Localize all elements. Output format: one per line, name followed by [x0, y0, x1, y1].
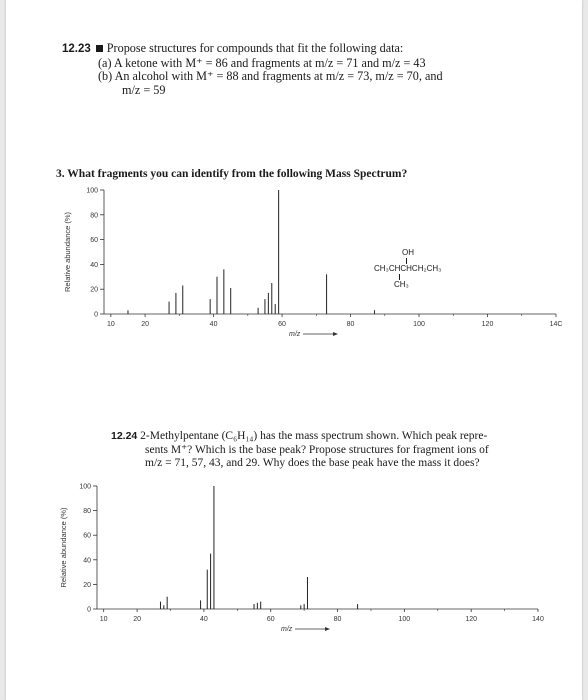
x-tick-label: 20	[141, 321, 149, 328]
structure-oh: OH	[402, 248, 414, 257]
y-tick-label: 0	[87, 606, 91, 614]
problem-text: 2-Methylpentane (C₆H₁₄) has the mass spectrum shown. Which peak repre-	[140, 430, 488, 442]
y-axis-label: Relative abundance (%)	[63, 211, 72, 293]
problem-number: 12.23	[62, 43, 91, 55]
y-tick-label: 0	[94, 311, 98, 319]
mass-spectrum-chart-1	[6, 180, 582, 350]
y-tick-label: 20	[90, 286, 98, 294]
problem-number: 12.24	[111, 430, 138, 442]
part-a: (a) A ketone with M⁺ = 86 and fragments at m/z = 71 and m/z = 43	[98, 55, 426, 70]
problem-statement: Propose structures for compounds that fit the following data:	[106, 41, 404, 55]
y-tick-label: 60	[90, 237, 98, 245]
x-axis-label: m/z	[289, 331, 301, 338]
x-axis-label: m/z	[281, 626, 293, 633]
x-tick-label: 60	[278, 321, 286, 328]
part-b-line2: m/z = 59	[122, 82, 166, 97]
y-tick-label: 80	[90, 212, 98, 220]
y-tick-label: 100	[86, 187, 98, 195]
x-axis-arrow-icon	[333, 332, 338, 336]
mass-spectrum-chart-2	[6, 478, 582, 648]
document-page	[6, 0, 582, 700]
x-tick-label: 120	[481, 321, 494, 328]
y-tick-label: 40	[83, 557, 91, 565]
y-tick-label: 40	[90, 261, 98, 269]
x-tick-label: 14C	[549, 321, 563, 328]
problem-12-24-line1	[111, 430, 541, 444]
x-tick-label: 10	[99, 616, 108, 623]
square-bullet-icon	[96, 45, 103, 52]
x-tick-label: 60	[266, 616, 275, 623]
x-tick-label: 100	[413, 321, 425, 328]
problem-12-23	[62, 42, 542, 97]
problem-12-24-line3: m/z = 71, 57, 43, and 29. Why does the base peak have the mass it does?	[145, 457, 480, 469]
y-tick-label: 20	[83, 581, 91, 589]
y-tick-label: 100	[79, 483, 91, 491]
x-tick-label: 140	[532, 616, 544, 623]
structure-drawing	[374, 248, 454, 308]
part-b-line1: (b) An alcohol with M⁺ = 88 and fragments at m/z = 73, m/z = 70, and	[98, 69, 443, 83]
x-tick-label: 10	[106, 321, 115, 328]
x-axis-arrow-icon	[325, 627, 330, 631]
problem-12-24	[111, 430, 541, 471]
structure-ch3: CH₃	[394, 280, 409, 289]
x-tick-label: 20	[133, 616, 141, 623]
x-tick-label: 100	[398, 616, 411, 623]
problem-12-24-line2: sents M⁺? Which is the base peak? Propose structures for fragment ions of	[145, 443, 489, 456]
problem-12-23-statement-line	[62, 42, 542, 57]
x-tick-label: 80	[333, 616, 342, 623]
structure-main-chain: CH₃CHCHCH₂CH₃	[374, 264, 442, 273]
question-3: 3. What fragments you can identify from the following Mass Spectrum?	[56, 168, 408, 180]
x-tick-label: 80	[346, 321, 355, 328]
x-tick-label: 120	[465, 616, 478, 623]
y-tick-label: 80	[83, 508, 91, 516]
x-tick-label: 40	[200, 616, 208, 623]
y-tick-label: 60	[83, 532, 91, 540]
x-tick-label: 40	[209, 321, 218, 328]
y-axis-label: Relative abundance (%)	[59, 507, 68, 588]
